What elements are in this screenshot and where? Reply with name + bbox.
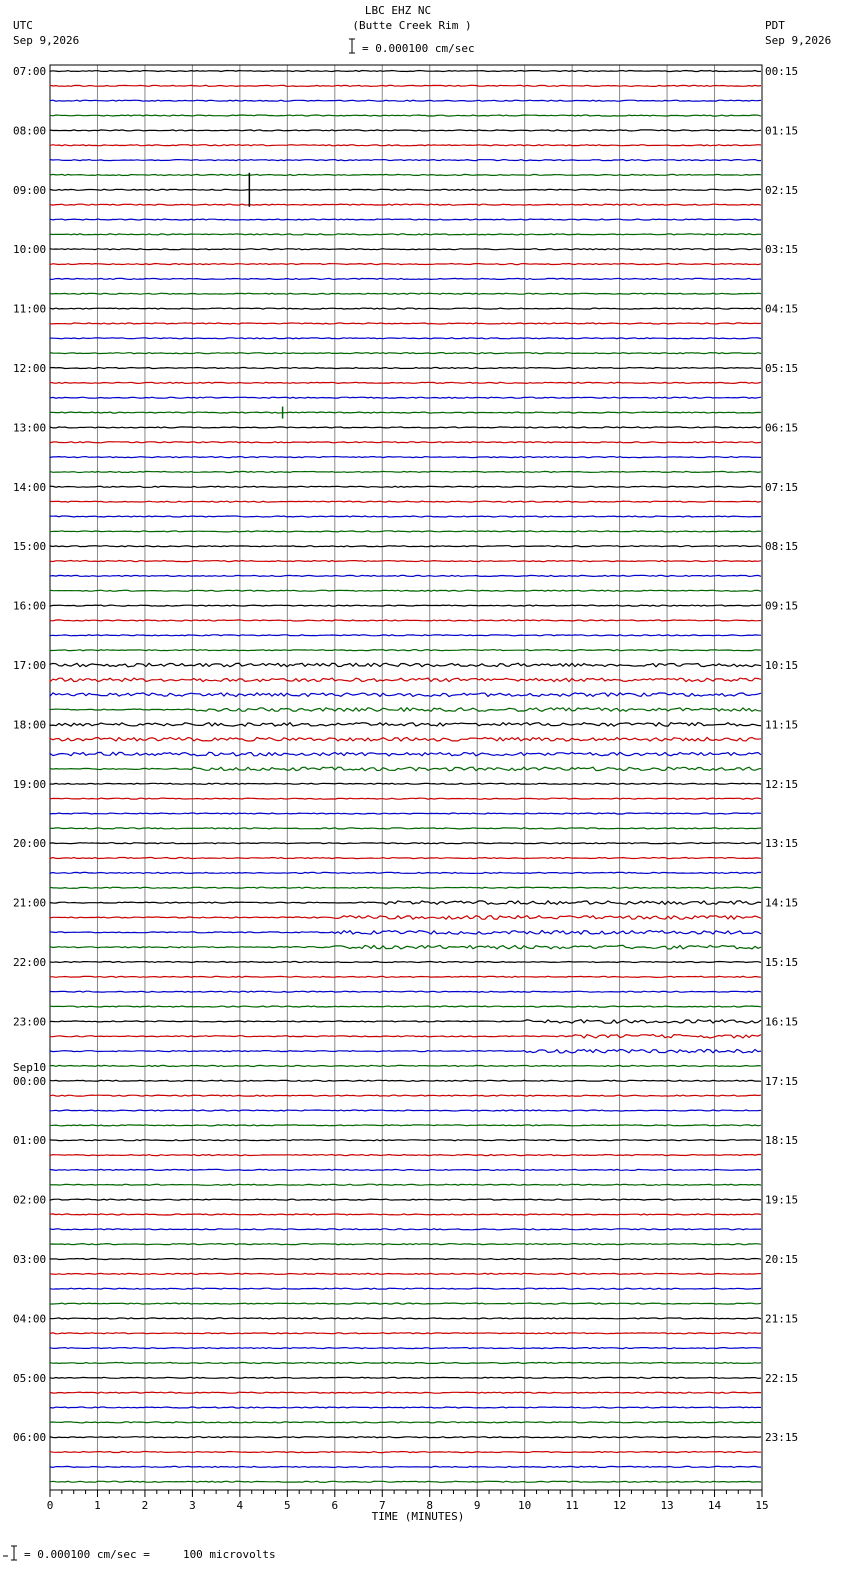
utc-hour-label: 14:00	[13, 480, 47, 494]
seismic-trace	[50, 1229, 761, 1230]
seismic-trace	[50, 783, 761, 784]
seismic-trace	[50, 1169, 761, 1170]
utc-hour-label: 13:00	[13, 421, 47, 435]
seismic-trace	[50, 1020, 761, 1024]
seismic-trace	[50, 1006, 761, 1007]
seismic-trace	[50, 976, 761, 977]
x-tick-label: 15	[755, 1499, 769, 1512]
seismic-trace	[50, 1303, 761, 1304]
seismic-trace	[50, 1362, 761, 1363]
seismic-trace	[50, 650, 761, 651]
left-date-label: Sep 9,2026	[13, 34, 80, 47]
pdt-hour-label: 14:15	[765, 896, 799, 910]
scale-bar-icon	[349, 39, 355, 53]
seismic-trace	[50, 1377, 761, 1378]
seismic-trace	[50, 767, 761, 771]
seismic-trace	[50, 397, 761, 398]
x-tick-label: 8	[426, 1499, 434, 1512]
utc-hour-label: 20:00	[13, 837, 47, 851]
seismic-trace	[50, 100, 761, 101]
x-tick-label: 10	[518, 1499, 532, 1512]
footer-scale-bar-icon	[3, 1546, 17, 1560]
pdt-hour-label: 15:15	[765, 956, 799, 969]
seismic-trace	[50, 991, 761, 992]
utc-hour-label: 09:00	[13, 183, 47, 197]
pdt-hour-label: 17:15	[765, 1074, 799, 1088]
seismic-trace	[50, 1110, 761, 1111]
seismic-trace	[50, 71, 761, 72]
seismic-trace	[50, 353, 761, 354]
seismic-trace	[50, 1065, 761, 1066]
pdt-hour-label: 18:15	[765, 1134, 799, 1148]
utc-hour-label: 08:00	[13, 124, 47, 138]
pdt-hour-label: 16:15	[765, 1015, 799, 1029]
seismic-trace	[50, 189, 761, 190]
x-tick-label: 4	[236, 1499, 244, 1512]
seismic-trace	[50, 249, 761, 250]
seismic-trace	[50, 828, 761, 829]
seismic-trace	[50, 1481, 761, 1482]
pdt-hour-label: 11:15	[765, 718, 799, 732]
x-tick-label: 6	[331, 1499, 339, 1512]
seismic-trace	[50, 916, 761, 920]
seismic-trace	[50, 130, 761, 131]
seismic-trace	[50, 931, 761, 935]
pdt-hour-label: 12:15	[765, 777, 799, 791]
seismic-trace	[50, 1080, 761, 1081]
seismic-trace	[50, 1035, 761, 1039]
x-tick-label: 9	[473, 1499, 481, 1512]
station-title: LBC EHZ NC	[364, 4, 432, 17]
pdt-hour-label: 20:15	[765, 1253, 799, 1266]
seismic-trace	[50, 635, 761, 636]
utc-hour-label: 22:00	[13, 956, 47, 969]
seismic-trace	[50, 1214, 761, 1215]
pdt-hour-label: 00:15	[765, 65, 799, 78]
utc-hour-label: 11:00	[13, 302, 47, 316]
utc-hour-label: 05:00	[13, 1371, 47, 1385]
seismic-trace	[50, 693, 761, 697]
date-change-label: Sep10	[13, 1060, 47, 1074]
utc-hour-label: 10:00	[13, 243, 47, 257]
pdt-hour-label: 07:15	[765, 480, 799, 494]
pdt-hour-label: 23:15	[765, 1431, 799, 1445]
seismic-trace	[50, 1049, 761, 1053]
seismic-trace	[50, 115, 761, 116]
seismic-trace	[50, 1095, 761, 1096]
seismic-trace	[50, 813, 761, 814]
seismic-trace	[50, 1259, 761, 1260]
seismic-trace	[50, 145, 761, 146]
seismic-trace	[50, 412, 761, 413]
seismic-trace	[50, 471, 761, 472]
seismic-trace	[50, 1392, 761, 1393]
seismic-trace	[50, 738, 761, 742]
x-tick-label: 14	[707, 1499, 722, 1512]
seismic-trace	[50, 1437, 761, 1438]
station-location: (Butte Creek Rim )	[352, 19, 472, 32]
pdt-hour-label: 09:15	[765, 599, 799, 613]
utc-hour-label: 01:00	[13, 1134, 47, 1148]
seismic-trace	[50, 546, 761, 547]
pdt-hour-label: 10:15	[765, 659, 799, 672]
scale-text: = 0.000100 cm/sec	[362, 42, 475, 55]
seismic-trace	[50, 858, 761, 859]
seismic-trace	[50, 264, 761, 265]
seismic-trace	[50, 1273, 761, 1274]
utc-hour-label: 18:00	[13, 718, 47, 732]
seismic-trace	[50, 1348, 761, 1349]
x-tick-label: 7	[378, 1499, 386, 1512]
utc-hour-label: 23:00	[13, 1015, 47, 1029]
seismic-trace	[50, 620, 761, 621]
right-date-label: Sep 9,2026	[765, 34, 832, 47]
seismic-trace	[50, 427, 761, 428]
seismic-trace	[50, 1288, 761, 1289]
utc-hour-label: 03:00	[13, 1253, 47, 1266]
seismic-trace	[50, 382, 761, 383]
seismic-trace	[50, 501, 761, 502]
x-tick-label: 3	[189, 1499, 196, 1512]
seismic-trace	[50, 516, 761, 517]
seismic-trace	[50, 843, 761, 844]
pdt-hour-label: 02:15	[765, 183, 799, 197]
seismic-trace	[50, 368, 761, 369]
pdt-hour-label: 21:15	[765, 1312, 799, 1326]
pdt-hour-label: 13:15	[765, 837, 799, 851]
seismic-trace	[50, 575, 761, 576]
seismic-trace	[50, 323, 761, 324]
pdt-hour-label: 08:15	[765, 540, 799, 554]
seismic-trace	[50, 234, 761, 235]
pdt-hour-label: 01:15	[765, 124, 799, 138]
right-zone-label: PDT	[765, 19, 785, 32]
utc-hour-label: 19:00	[13, 777, 47, 791]
seismic-trace	[50, 1318, 761, 1319]
seismic-trace	[50, 486, 761, 487]
seismic-trace	[50, 872, 761, 873]
utc-hour-label: 17:00	[13, 659, 47, 672]
seismic-trace	[50, 1333, 761, 1334]
seismic-trace	[50, 1452, 761, 1453]
seismic-trace	[50, 293, 761, 294]
utc-hour-label: 04:00	[13, 1312, 47, 1326]
x-tick-label: 13	[660, 1499, 674, 1512]
seismic-trace	[50, 1140, 761, 1141]
seismic-trace	[50, 1422, 761, 1423]
pdt-hour-label: 03:15	[765, 243, 799, 257]
seismic-trace	[50, 887, 761, 888]
seismic-trace	[50, 174, 761, 175]
x-tick-label: 0	[46, 1499, 54, 1512]
seismic-trace	[50, 723, 761, 727]
seismic-trace	[50, 1244, 761, 1245]
seismic-trace	[50, 85, 761, 86]
utc-hour-label: 12:00	[13, 362, 47, 375]
left-zone-label: UTC	[13, 19, 33, 32]
utc-hour-label: 21:00	[13, 896, 47, 910]
seismic-trace	[50, 531, 761, 532]
utc-hour-label: 02:00	[13, 1193, 47, 1207]
seismic-trace	[50, 708, 761, 712]
seismic-trace	[50, 798, 761, 799]
utc-hour-label: 06:00	[13, 1431, 47, 1445]
seismic-trace	[50, 605, 761, 606]
pdt-hour-label: 04:15	[765, 302, 799, 316]
pdt-hour-label: 22:15	[765, 1371, 799, 1385]
seismic-trace	[50, 1199, 761, 1200]
footer-scale-note: = 0.000100 cm/sec = 100 microvolts	[24, 1548, 276, 1561]
utc-hour-label: 07:00	[13, 65, 47, 78]
seismic-trace	[50, 1125, 761, 1126]
seismic-trace	[50, 160, 761, 161]
utc-hour-label: 16:00	[13, 599, 47, 613]
seismic-trace	[50, 590, 761, 591]
seismic-trace	[50, 1466, 761, 1467]
seismic-trace	[50, 278, 761, 279]
seismic-trace	[50, 338, 761, 339]
seismic-trace	[50, 663, 761, 667]
seismic-trace	[50, 1184, 761, 1185]
seismic-trace	[50, 308, 761, 309]
x-tick-label: 12	[612, 1499, 627, 1512]
seismic-trace	[50, 901, 761, 905]
x-tick-label: 2	[141, 1499, 149, 1512]
seismic-trace	[50, 752, 761, 756]
seismic-trace	[50, 204, 761, 205]
x-tick-label: 5	[284, 1499, 291, 1512]
seismic-trace	[50, 962, 761, 963]
seismic-trace	[50, 219, 761, 220]
pdt-hour-label: 19:15	[765, 1193, 799, 1207]
seismic-trace	[50, 457, 761, 458]
seismic-trace	[50, 442, 761, 443]
x-tick-label: 11	[565, 1499, 579, 1512]
x-axis-title: TIME (MINUTES)	[371, 1510, 465, 1523]
utc-hour-label: 15:00	[13, 540, 47, 554]
seismic-trace	[50, 678, 761, 682]
pdt-hour-label: 06:15	[765, 421, 799, 435]
x-tick-label: 1	[94, 1499, 101, 1512]
seismic-trace	[50, 945, 761, 949]
seismic-trace	[50, 1155, 761, 1156]
seismic-trace	[50, 561, 761, 562]
utc-hour-label: 00:00	[13, 1074, 47, 1088]
seismic-trace	[50, 1407, 761, 1408]
pdt-hour-label: 05:15	[765, 362, 799, 375]
